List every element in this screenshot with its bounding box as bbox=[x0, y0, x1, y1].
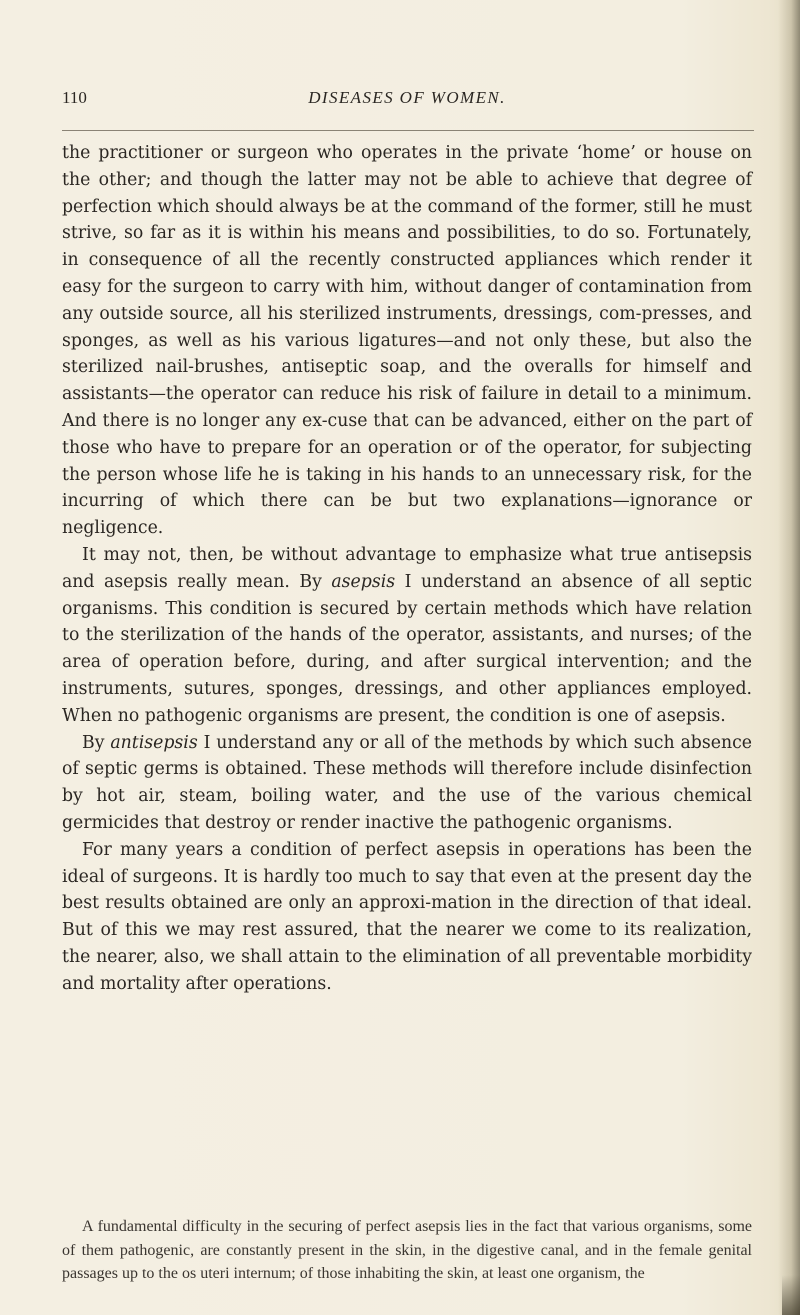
term-asepsis: asepsis bbox=[331, 571, 396, 592]
small-print-text bbox=[62, 1215, 752, 1286]
paragraph-2-text-a: It may not, then, be without advantage to emphasize what true antisepsis and asepsis really mean. By bbox=[62, 544, 752, 592]
paragraph-2-text-b: I understand an absence of all septic organisms. This condition is secured by certain methods which have relation to the sterilization of the hands of the operator, assistants, and nurses; of the area of operation before, during, and after surgical intervention; and the instruments, sutures, sponges, dressings, and other appliances employed. When no pathogenic organisms are present, the condition is one of asepsis. bbox=[62, 571, 753, 726]
page-corner-shadow bbox=[782, 1275, 800, 1315]
running-title: DISEASES OF WOMEN. bbox=[308, 88, 506, 107]
paragraph-2 bbox=[62, 542, 752, 730]
page-edge-shadow bbox=[778, 0, 800, 1315]
paragraph-3-text-b: I understand any or all of the methods by which such absence of septic germs is obtained. These methods will therefore include disinfection by hot air, steam, boiling water, and the use of the various chemical germicides that destroy or render inactive the pathogenic organisms. bbox=[62, 732, 752, 833]
header-rule bbox=[62, 130, 754, 131]
page-number: 110 bbox=[62, 88, 87, 107]
page-header bbox=[62, 88, 752, 112]
main-text bbox=[62, 140, 752, 998]
paragraph-1: the practitioner or surgeon who operates in the private ‘home’ or house on the other; and though the latter may not be able to achieve that degree of perfection which should always be at the command of the former, still he must strive, so far as it is within his means and possibilities, to do so. Fortunately, in consequence of all the recently constructed appliances which render it easy for the surgeon to carry with him, without danger of contamination from any outside source, all his sterilized instruments, dressings, com-presses, and sponges, as well as his various ligatures—and not only these, but also the sterilized nail-brushes, antiseptic soap, and the overalls for himself and assistants—the operator can reduce his risk of failure in detail to a minimum. And there is no longer any ex-cuse that can be advanced, either on the part of those who have to prepare for an operation or of the operator, for subjecting the person whose life he is taking in his hands to an unnecessary risk, for the incurring of which there can be but two explanations—ignorance or negligence. bbox=[62, 143, 752, 539]
paragraph-5: A fundamental difficulty in the securing of perfect asepsis lies in the fact that various organisms, some of them pathogenic, are constantly present in the skin, in the digestive canal, and in the female genital passages up to the os uteri internum; of those inhabiting the skin, at least one organism, the bbox=[62, 1218, 752, 1282]
paragraph-3-text-a: By bbox=[82, 732, 111, 753]
paragraph-3 bbox=[62, 730, 752, 837]
term-antisepsis: antisepsis bbox=[110, 732, 198, 753]
paragraph-4: For many years a condition of perfect asepsis in operations has been the ideal of surgeons. It is hardly too much to say that even at the present day the best results obtained are only an approxi-mation in the direction of that ideal. But of this we may rest assured, that the nearer we come to its realization, the nearer, also, we shall attain to the elimination of all preventable morbidity and mortality after operations. bbox=[62, 839, 752, 994]
